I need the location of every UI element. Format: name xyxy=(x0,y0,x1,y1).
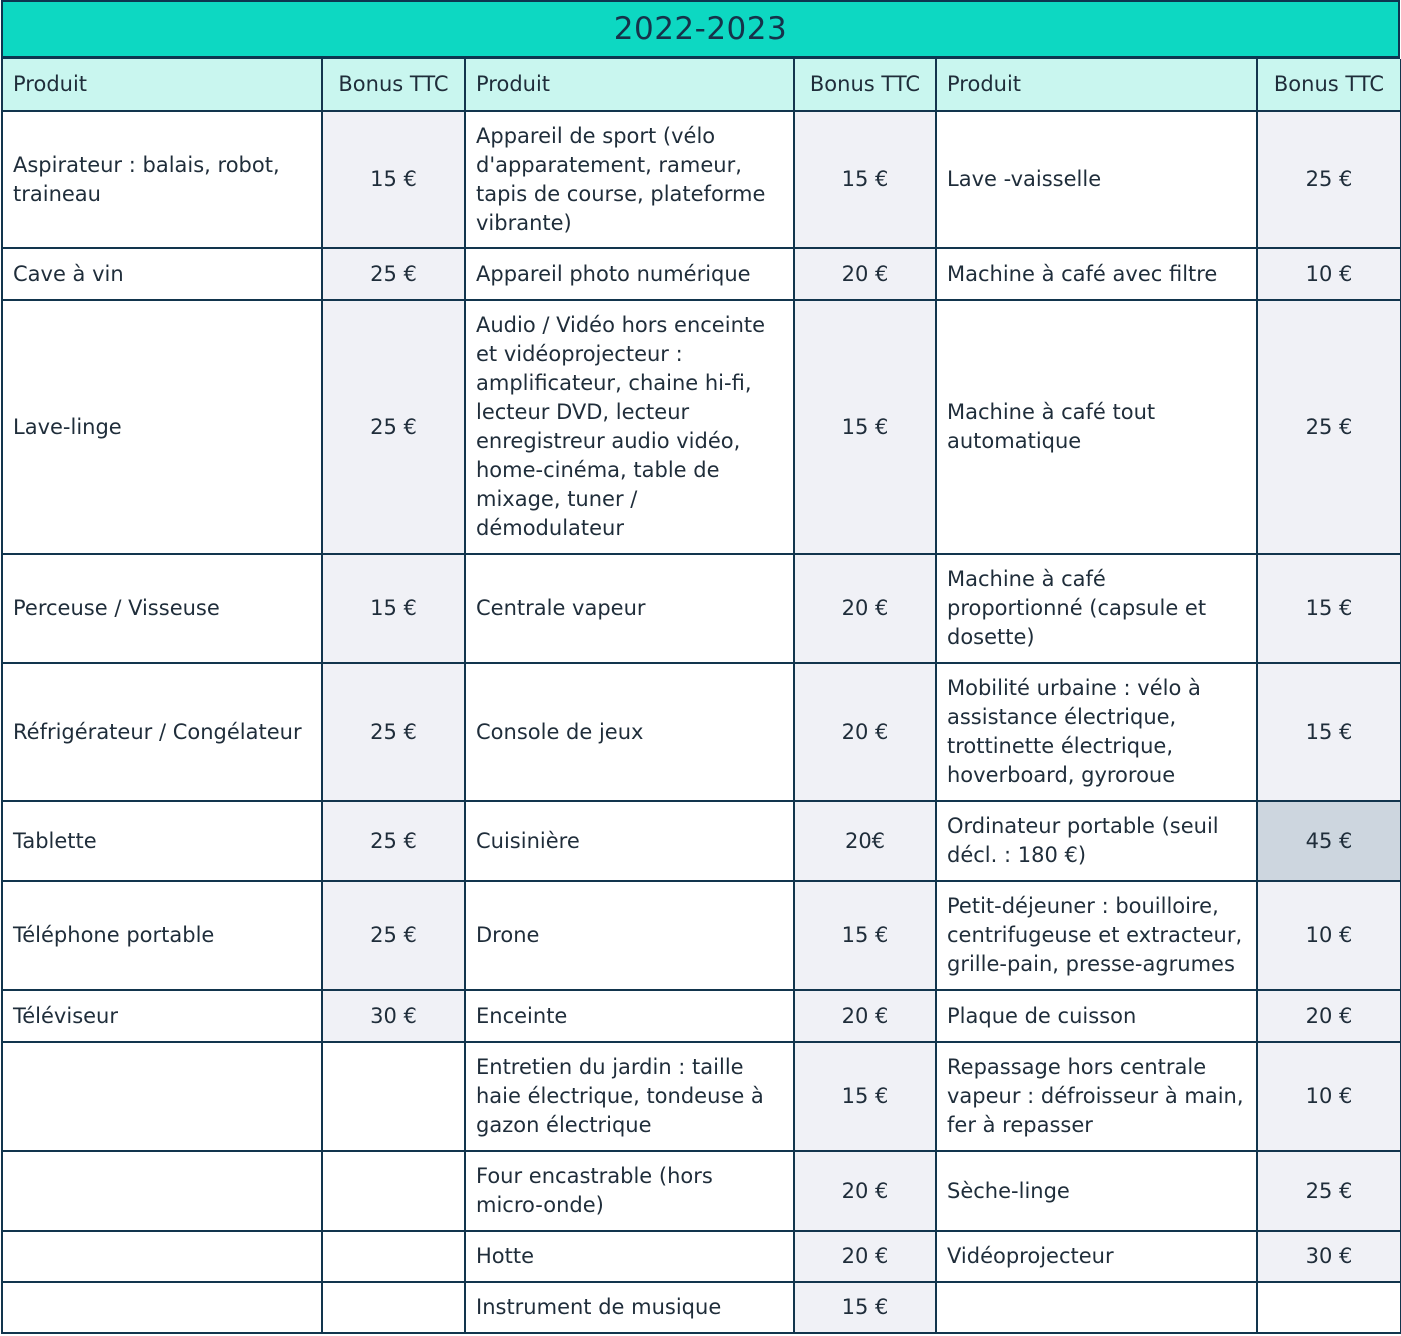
product-cell: Aspirateur : balais, robot, traineau xyxy=(2,111,322,248)
bonus-cell: 15 € xyxy=(794,300,936,554)
bonus-cell: 10 € xyxy=(1257,881,1401,990)
bonus-cell: 30 € xyxy=(322,990,465,1042)
bonus-cell: 20 € xyxy=(794,1231,936,1282)
table-row xyxy=(2,111,1401,248)
table-row xyxy=(2,1151,1401,1231)
header-bonus: Bonus TTC xyxy=(794,59,936,111)
bonus-cell: 15 € xyxy=(794,881,936,990)
bonus-cell-empty xyxy=(322,1282,465,1333)
product-cell: Four encastrable (hors micro-onde) xyxy=(465,1151,794,1231)
bonus-cell: 25 € xyxy=(1257,300,1401,554)
product-cell xyxy=(936,1282,1257,1333)
table-title: 2022-2023 xyxy=(1,0,1400,59)
bonus-cell: 15 € xyxy=(1257,663,1401,801)
product-cell: Téléphone portable xyxy=(2,881,322,990)
bonus-cell-empty xyxy=(322,1042,465,1151)
bonus-cell: 15 € xyxy=(794,1042,936,1151)
table-row xyxy=(2,1231,1401,1282)
product-cell: Lave -vaisselle xyxy=(936,111,1257,248)
product-cell: Cuisinière xyxy=(465,801,794,881)
table-row xyxy=(2,1282,1401,1333)
product-cell: Hotte xyxy=(465,1231,794,1282)
bonus-cell-empty xyxy=(322,1151,465,1231)
bonus-table xyxy=(1,59,1401,1334)
product-cell: Perceuse / Visseuse xyxy=(2,554,322,663)
product-cell xyxy=(2,1282,322,1333)
product-cell: Appareil de sport (vélo d'apparatement, rameur, tapis de course, plateforme vibrante) xyxy=(465,111,794,248)
product-cell: Petit-déjeuner : bouilloire, centrifugeuse et extracteur, grille-pain, presse-agrumes xyxy=(936,881,1257,990)
product-cell xyxy=(2,1042,322,1151)
product-cell xyxy=(2,1151,322,1231)
bonus-cell-empty xyxy=(322,1231,465,1282)
table-row xyxy=(2,881,1401,990)
bonus-cell: 20 € xyxy=(794,1151,936,1231)
product-cell: Mobilité urbaine : vélo à assistance électrique, trottinette électrique, hoverboard, gyroroue xyxy=(936,663,1257,801)
bonus-cell: 10 € xyxy=(1257,248,1401,300)
product-cell: Lave-linge xyxy=(2,300,322,554)
bonus-cell: 25 € xyxy=(1257,111,1401,248)
bonus-cell: 20 € xyxy=(794,554,936,663)
bonus-cell: 15 € xyxy=(794,1282,936,1333)
product-cell: Entretien du jardin : taille haie électrique, tondeuse à gazon électrique xyxy=(465,1042,794,1151)
product-cell: Cave à vin xyxy=(2,248,322,300)
table-row xyxy=(2,300,1401,554)
header-row xyxy=(2,59,1401,111)
bonus-table-sheet xyxy=(1,0,1400,1334)
product-cell: Vidéoprojecteur xyxy=(936,1231,1257,1282)
table-row xyxy=(2,990,1401,1042)
bonus-cell-empty xyxy=(1257,1282,1401,1333)
product-cell: Sèche-linge xyxy=(936,1151,1257,1231)
product-cell: Enceinte xyxy=(465,990,794,1042)
bonus-cell: 20 € xyxy=(1257,990,1401,1042)
product-cell: Machine à café tout automatique xyxy=(936,300,1257,554)
product-cell: Audio / Vidéo hors enceinte et vidéoprojecteur : amplificateur, chaine hi-fi, lecteur DVD, lecteur enregistreur audio vidéo, home-cinéma, table de mixage, tuner / démodulateur xyxy=(465,300,794,554)
product-cell: Réfrigérateur / Congélateur xyxy=(2,663,322,801)
product-cell: Machine à café avec filtre xyxy=(936,248,1257,300)
product-cell: Repassage hors centrale vapeur : défroisseur à main, fer à repasser xyxy=(936,1042,1257,1151)
bonus-cell: 25 € xyxy=(322,801,465,881)
bonus-cell: 15 € xyxy=(1257,554,1401,663)
header-bonus: Bonus TTC xyxy=(1257,59,1401,111)
product-cell: Appareil photo numérique xyxy=(465,248,794,300)
bonus-cell: 25 € xyxy=(322,881,465,990)
header-produit: Produit xyxy=(465,59,794,111)
table-row xyxy=(2,1042,1401,1151)
bonus-cell: 25 € xyxy=(1257,1151,1401,1231)
header-bonus: Bonus TTC xyxy=(322,59,465,111)
product-cell: Drone xyxy=(465,881,794,990)
bonus-cell: 30 € xyxy=(1257,1231,1401,1282)
product-cell: Tablette xyxy=(2,801,322,881)
bonus-cell: 15 € xyxy=(322,111,465,248)
header-produit: Produit xyxy=(936,59,1257,111)
product-cell: Console de jeux xyxy=(465,663,794,801)
product-cell: Machine à café proportionné (capsule et dosette) xyxy=(936,554,1257,663)
bonus-cell: 15 € xyxy=(322,554,465,663)
bonus-cell: 20 € xyxy=(794,663,936,801)
bonus-cell-highlighted: 45 € xyxy=(1257,801,1401,881)
product-cell: Instrument de musique xyxy=(465,1282,794,1333)
bonus-cell: 15 € xyxy=(794,111,936,248)
bonus-cell: 20 € xyxy=(794,248,936,300)
bonus-cell: 20€ xyxy=(794,801,936,881)
bonus-cell: 25 € xyxy=(322,663,465,801)
bonus-cell: 25 € xyxy=(322,248,465,300)
product-cell: Centrale vapeur xyxy=(465,554,794,663)
bonus-cell: 10 € xyxy=(1257,1042,1401,1151)
header-produit: Produit xyxy=(2,59,322,111)
product-cell: Ordinateur portable (seuil décl. : 180 €) xyxy=(936,801,1257,881)
product-cell: Téléviseur xyxy=(2,990,322,1042)
table-row xyxy=(2,554,1401,663)
table-row xyxy=(2,248,1401,300)
bonus-cell: 25 € xyxy=(322,300,465,554)
bonus-cell: 20 € xyxy=(794,990,936,1042)
table-row xyxy=(2,801,1401,881)
product-cell: Plaque de cuisson xyxy=(936,990,1257,1042)
table-row xyxy=(2,663,1401,801)
product-cell xyxy=(2,1231,322,1282)
